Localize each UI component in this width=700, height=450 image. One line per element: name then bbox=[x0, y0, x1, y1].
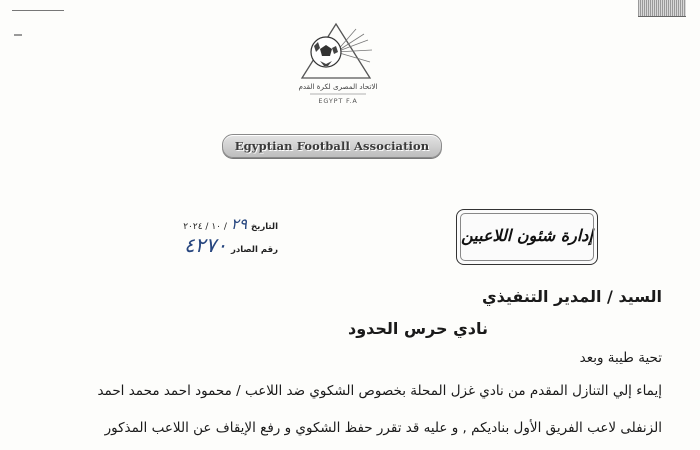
barcode-stamp bbox=[638, 0, 686, 17]
date-label: التاريخ bbox=[251, 222, 278, 232]
reference-label: رقم الصادر bbox=[230, 245, 278, 255]
date-row bbox=[168, 215, 278, 233]
association-name: Egyptian Football Association bbox=[234, 139, 430, 153]
top-rule bbox=[12, 10, 64, 11]
recipient-line: السيد / المدير التنفيذي bbox=[481, 287, 662, 306]
emblem-english-text: EGYPT F.A bbox=[318, 97, 358, 105]
club-name: نادي حرس الحدود bbox=[347, 319, 488, 338]
body-paragraph-line-2: الزنفلى لاعب الفريق الأول بناديكم , و عليه قد تقرر حفظ الشكوي و رفع الإيقاف عن اللاعب المذكور bbox=[104, 420, 662, 436]
date-day-handwritten: ٢٩ bbox=[230, 215, 248, 233]
association-banner bbox=[222, 134, 442, 158]
efa-emblem-logo bbox=[290, 22, 386, 108]
emblem-arabic-text: الاتحاد المصرى لكرة القدم bbox=[298, 82, 378, 91]
date-reference-block bbox=[168, 215, 278, 257]
margin-mark bbox=[14, 34, 22, 36]
department-stamp bbox=[456, 209, 598, 265]
date-month-year: / ١٠ / ٢٠٢٤ bbox=[183, 222, 227, 232]
department-label: إدارة شئون اللاعبين bbox=[461, 226, 593, 245]
reference-number-handwritten: ٤٢٧٠ bbox=[184, 233, 227, 257]
reference-row bbox=[168, 233, 278, 257]
greeting: تحية طيبة وبعد bbox=[579, 350, 662, 366]
body-paragraph-line-1: إيماء إلي التنازل المقدم من نادي غزل المحلة بخصوص الشكوي ضد اللاعب / محمود احمد محمد احمد bbox=[97, 383, 662, 399]
